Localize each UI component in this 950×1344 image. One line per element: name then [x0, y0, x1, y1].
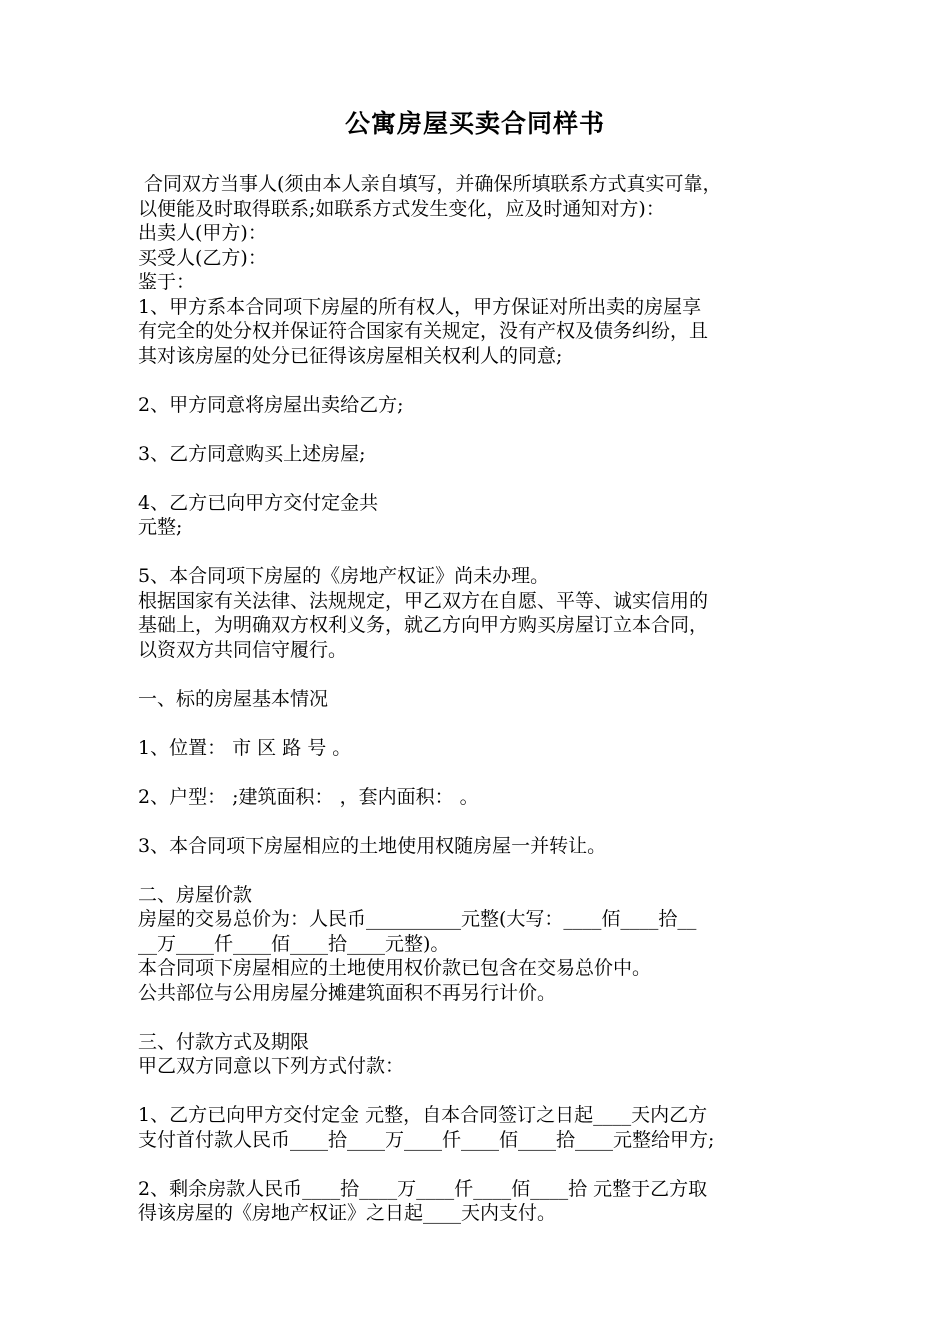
blank-line — [138, 760, 828, 785]
document-line: 1、甲方系本合同项下房屋的所有权人，甲方保证对所出卖的房屋享 — [138, 295, 702, 318]
blank-line — [138, 540, 828, 565]
blank-line — [138, 1079, 828, 1104]
blank-line — [138, 711, 828, 736]
blank-line — [138, 1005, 828, 1030]
document-line: 1、位置： 市 区 路 号 。 — [138, 736, 352, 759]
blank-line — [138, 417, 828, 442]
document-line: 公共部位与公用房屋分摊建筑面积不再另行计价。 — [138, 981, 557, 1004]
document-line: 2、剩余房款人民币____拾____万____仟____佰____拾 元整于乙方取 — [138, 1177, 708, 1200]
document-line: 基础上，为明确双方权利义务，就乙方向甲方购买房屋订立本合同， — [138, 614, 709, 636]
blank-line — [138, 466, 828, 491]
document-line: 鉴于： — [138, 271, 196, 293]
blank-line — [138, 368, 828, 393]
document-body — [138, 172, 828, 1226]
blank-line — [138, 662, 828, 687]
document-line: 本合同项下房屋相应的土地使用权价款已包含在交易总价中。 — [138, 957, 652, 979]
document-line: 有完全的处分权并保证符合国家有关规定，没有产权及债务纠纷，且 — [138, 320, 709, 342]
document-line: 甲乙双方同意以下列方式付款： — [138, 1055, 405, 1077]
document-line: 得该房屋的《房地产权证》之日起____天内支付。 — [138, 1202, 557, 1224]
document-line: 合同双方当事人(须由本人亲自填写，并确保所填联系方式真实可靠， — [138, 173, 722, 195]
document-line: 出卖人(甲方)： — [138, 222, 267, 244]
document-line: 以便能及时取得联系;如联系方式发生变化，应及时通知对方)： — [138, 197, 665, 220]
document-line: 其对该房屋的处分已征得该房屋相关权利人的同意; — [138, 344, 563, 367]
document-line: 2、甲方同意将房屋出卖给乙方; — [138, 393, 404, 416]
document-line: 三、付款方式及期限 — [138, 1030, 310, 1053]
document-line: 3、本合同项下房屋相应的土地使用权随房屋一并转让。 — [138, 834, 607, 857]
document-title: 公寓房屋买卖合同样书 — [344, 109, 605, 138]
document-line: 二、房屋价款 — [138, 883, 253, 906]
blank-line — [138, 1152, 828, 1177]
document-line: 以资双方共同信守履行。 — [138, 638, 348, 661]
document-line: 3、乙方同意购买上述房屋; — [138, 442, 366, 465]
document-line: 根据国家有关法律、法规规定，甲乙双方在自愿、平等、诚实信用的 — [138, 589, 709, 612]
document-line: __万____仟____佰____拾____元整)。 — [138, 932, 450, 955]
document-line: 房屋的交易总价为：人民币__________元整(大写：____佰____拾__ — [138, 908, 697, 930]
document-line: 买受人(乙方)： — [138, 246, 267, 269]
document-line: 5、本合同项下房屋的《房地产权证》尚未办理。 — [138, 565, 550, 587]
document-line: 支付首付款人民币____拾____万____仟____佰____拾____元整给甲方; — [138, 1128, 715, 1151]
blank-line — [138, 858, 828, 883]
document-line: 元整; — [138, 516, 183, 538]
document-line: 2、户型： ;建筑面积： ，套内面积： 。 — [138, 785, 479, 808]
document-line: 4、乙方已向甲方交付定金共 — [138, 491, 379, 514]
document-line: 1、乙方已向甲方交付定金 元整，自本合同签订之日起____天内乙方 — [138, 1104, 708, 1126]
document-line: 一、标的房屋基本情况 — [138, 687, 329, 710]
blank-line — [138, 809, 828, 834]
